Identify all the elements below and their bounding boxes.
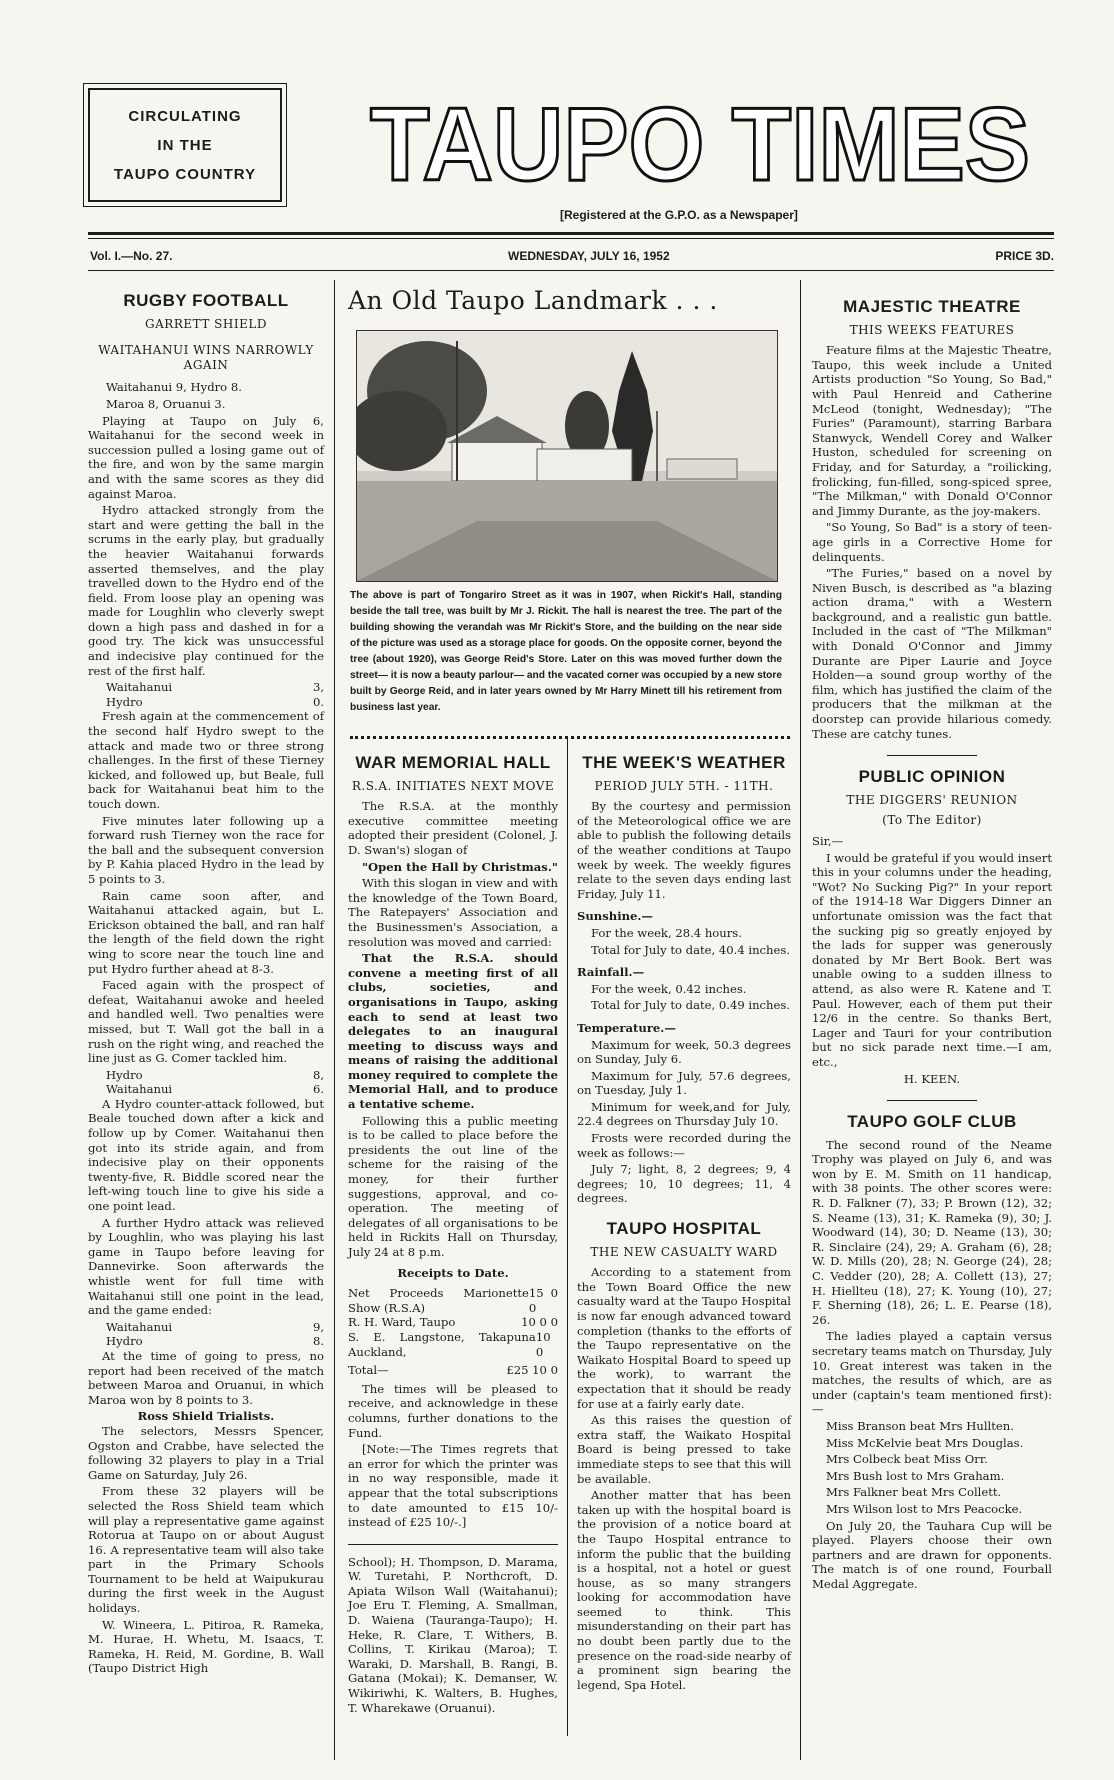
sunshine-label: Sunshine.— (577, 909, 654, 924)
volume-number: Vol. I.—No. 27. (90, 249, 173, 263)
war-memorial-article (348, 752, 558, 1717)
printer-note: [Note:—The Times regrets that an error for which the printer was in no way responsible, made it appear that the total subscriptions to date amounted to £15 10/- instead of £25 10/-.] (348, 1442, 558, 1530)
weather-stat: Total for July to date, 0.49 inches. (591, 998, 791, 1013)
weather-stat: For the week, 28.4 hours. (591, 925, 742, 940)
golf-result: Miss McKelvie beat Mrs Douglas. (826, 1435, 1024, 1450)
rugby-paragraph: Rain came soon after, and Waitahanui attacked again, but L. Erickson obtained the ball, and ran half the length of the field down the right wing to score near the touch line and put Hydro further ahead at 8-3. (88, 888, 324, 976)
golf-paragraph: On July 20, the Tauhara Cup will be played. Players choose their own partners and are drawn for opponents. The match is of one round, Fourball Medal Aggregate. (812, 1518, 1052, 1591)
circulation-line: TAUPO COUNTRY (113, 165, 257, 183)
weather-stat: Total for July to date, 40.4 inches. (591, 942, 791, 957)
temperature-label: Temperature.— (577, 1020, 676, 1035)
theatre-paragraph: "The Furies," based on a novel by Niven Busch, is described as "a blazing action drama," with a Western background, and a realistic gun battle. Included in the cast of "The Milkman" with Donald O'Connor and Jimmy Durante are Piper Laurie and Joyce Holden—a sound group worthy of the film, which has justified the claim of the producers that the milkman at the doorstep can provide hilarious comedy. These are catchy tunes. (812, 566, 1052, 741)
photo-caption: The above is part of Tongariro Street as it was in 1907, when Rickit's Hall, standing beside the tall tree, was built by Mr J. Rickit. The hall is nearest the tree. The part of the building showing the verandah was Mr Rickit's Store, and the building on the near side of the picture was used as a storage place for goods. On the opposite corner, beyond the tree (about 1920), was George Reid's Store. Later on this was moved further down the street— it is now a beauty parlour— and the vacated corner was occupied by a new store built by George Reid, and in later years owned by Mr Harry Minett till his retirement from business last year. (350, 590, 782, 713)
hospital-paragraph: According to a statement from the Town Board Office the new casualty ward at the Taupo Hospital is now far enough advanced toward completion (thanks to the efforts of the Taupo representative on the Waikato Hospital Board to speed up the work), to warrant the expectation that it should be ready for use at a fairly early date. (577, 1265, 791, 1411)
letter-signature: H. KEEN. (903, 1071, 961, 1086)
weather-subheading: PERIOD JULY 5TH. - 11TH. (594, 778, 774, 793)
score-line: Waitahanui 3, (106, 680, 324, 695)
trialists-heading: Ross Shield Trialists. (137, 1409, 275, 1424)
hospital-paragraph: Another matter that has been taken up with the hospital board is the provision of a notice board at the Taupo Hospital entrance to inform the public that the building is a hospital, not a hotel or guest house, as so many strangers looking for accommodation have seemed to think. This misunderstanding on their part has no doubt been partly due to the presence on the road-side nearby of a prominent sign bearing the legend, Spa Hotel. (577, 1488, 791, 1692)
golf-result: Mrs Wilson lost to Mrs Peacocke. (826, 1501, 1023, 1516)
golf-heading: TAUPO GOLF CLUB (847, 1112, 1017, 1132)
rugby-paragraph: Playing at Taupo on July 6, Waitahanui for the second week in succession pulled a losing game out of the fire, and won by the same margin and with the same scores as they did against Maroa. (88, 413, 324, 501)
resolution: That the R.S.A. should convene a meeting first of all clubs, societies, and organisations in Taupo, asking each to send at least two delegates to an inaugural meeting to discuss ways and means of raising the additional money required to complete the Memorial Hall, and to produce a tentative scheme. (348, 951, 558, 1112)
weather-paragraph: By the courtesy and permission of the Meteorological office we are able to publish the following details of the weather conditions at Taupo week by week. The weekly figures relate to the seven days ending last Friday, July 11. (577, 799, 791, 901)
rugby-paragraph: The selectors, Messrs Spencer, Ogston and Crabbe, have selected the following 32 players to play in a Trial Game on Saturday, July 26. (88, 1423, 324, 1482)
rugby-article (88, 290, 324, 1678)
golf-paragraph: The second round of the Neame Trophy was played on July 6, and was won by E. M. Smith on 11 handicap, with 38 points. The other scores were: R. D. Falkner (7), 33; P. Brown (12), 32; S. Neame (13), 31; K. Rameka (9), 30; J. Woodward (14), 30; D. Neame (13), 30; R. Sinclaire (24), 29; A. Graham (6), 28; W. D. Mills (20), 28; N. George (24), 28; C. Vedder (20), 28; A. Collett (13), 27; H. Hiellteu (18), 27; K. Young (10), 27; F. Sherning (18), 26; L. E. Pearse (18), 26. (812, 1137, 1052, 1327)
score-line: Waitahanui 9, (106, 1319, 324, 1334)
weather-stat: Maximum for week, 50.3 degrees on Sunday, July 6. (577, 1037, 791, 1067)
slogan: "Open the Hall by Christmas." (362, 859, 558, 874)
rugby-paragraph: Fresh again at the commencement of the second half Hydro swept to the attack and made two or three strong challenges. In the first of these Tierney kicked, and followed up, but Beale, full back for Waitahanui beat him to the touch down. (88, 709, 324, 811)
rugby-paragraph: W. Wineera, L. Pitiroa, R. Rameka, M. Hurae, H. Whetu, M. Isaacs, T. Rameka, H. Reid, M. Gordine, B. Wall (Taupo District High (88, 1617, 324, 1676)
section-rule (887, 1100, 977, 1101)
registration-note: [Registered at the G.P.O. as a Newspaper] (560, 208, 798, 222)
rugby-paragraph: Hydro attacked strongly from the start and were getting the ball in the scrums in the early play, but gradually the heavier Waitahanui forwards asserted themselves, and the play travelled down to the Hydro end of the field. From loose play an opening was made for Loughlin who cleverly swept down a high pass and dashed in for a good try. The kick was unsuccessful and indecisive play continued for the rest of the first half. (88, 503, 324, 678)
issue-date: WEDNESDAY, JULY 16, 1952 (508, 249, 670, 263)
rugby-result: Maroa 8, Oruanui 3. (106, 396, 226, 411)
section-rule (887, 755, 977, 756)
circulation-line: IN THE (157, 136, 213, 154)
score-line: Hydro 8. (106, 1334, 324, 1349)
rainfall-label: Rainfall.— (577, 965, 645, 980)
hospital-heading: TAUPO HOSPITAL (606, 1219, 762, 1239)
weather-article (577, 752, 791, 1694)
rugby-paragraph: From these 32 players will be selected the Ross Shield team which will play a representative game against Rotorua at Taupo on or about August 16. A representative team will also take part in the Primary Schools Tournament to be held at Waipukurau during the first week in the August holidays. (88, 1484, 324, 1616)
golf-result: Mrs Bush lost to Mrs Graham. (826, 1468, 1005, 1483)
hospital-paragraph: As this raises the question of extra staff, the Waikato Hospital Board is being pressed to take immediate steps to see that this will be available. (577, 1413, 791, 1486)
rugby-result: Waitahanui 9, Hydro 8. (106, 380, 242, 395)
war-memorial-heading: WAR MEMORIAL HALL (355, 753, 551, 772)
rugby-paragraph: Five minutes later following up a forward rush Tierney won the race for the ball and the subsequent conversion by P. Kahia placed Hydro in the lead by 5 points to 3. (88, 813, 324, 886)
dateline (88, 249, 1054, 265)
dateline-rule (88, 270, 1054, 271)
salutation: Sir,— (812, 834, 844, 848)
receipt-total: Total— £25 10 0 (348, 1363, 558, 1378)
score-line: Hydro 8, (106, 1067, 324, 1082)
golf-result: Mrs Colbeck beat Miss Orr. (826, 1452, 988, 1467)
circulation-line: CIRCULATING (128, 107, 242, 125)
rugby-paragraph: A Hydro counter-attack followed, but Beale touched down after a kick and follow up by Comer. Waitahanui then got into its stride again, and from indecisive play on their opponents twenty-five, R. Biddle scored near the left-wing touch line to give his side a one point lead. (88, 1096, 324, 1214)
theatre-heading: MAJESTIC THEATRE (843, 297, 1021, 316)
rugby-paragraph: At the time of going to press, no report had been received of the match between Maroa and Oruanui, in which Maroa won by 8 points to 3. (88, 1348, 324, 1407)
weather-stat: Frosts were recorded during the week as follows:— (577, 1131, 791, 1160)
masthead-logo (360, 80, 1040, 200)
rugby-paragraph: A further Hydro attack was relieved by Loughlin, who was playing his last game in Taupo before leaving for Dannevirke. Soon afterwards the whistle went for full time with Waitahanui still one point in the lead, and the game ended: (88, 1215, 324, 1318)
golf-result: Mrs Falkner beat Mrs Collett. (826, 1485, 1002, 1500)
war-memorial-subheading: R.S.A. INITIATES NEXT MOVE (351, 778, 555, 793)
theatre-subheading: THIS WEEKS FEATURES (849, 322, 1015, 337)
rugby-paragraph: Faced again with the prospect of defeat, Waitahanui awoke and heeled and handled well. Two penalties were missed, but T. Wall got the ball in a rush on the right wing, and reached the line just as G. Comer tackled him. (88, 978, 324, 1066)
war-memorial-paragraph: The R.S.A. at the monthly executive committee meeting adopted their president (Colonel, J. D. Swan's) slogan of (348, 799, 558, 857)
golf-result: Miss Branson beat Mrs Hullten. (826, 1418, 1014, 1433)
masthead-title: TAUPO TIMES (370, 87, 1030, 200)
hospital-subheading: THE NEW CASUALTY WARD (590, 1244, 778, 1259)
weather-stat: For the week, 0.42 inches. (591, 981, 747, 996)
receipt-row: S. E. Langstone, Takapuna Auckland, 10 0 (348, 1329, 551, 1359)
circulation-box (88, 88, 282, 202)
theatre-paragraph: "So Young, So Bad" is a story of teen-age girls in a Corrective Home for delinquents. (812, 520, 1052, 564)
weather-stat: Minimum for week,and for July, 22.4 degrees on Thursday July 10. (577, 1099, 791, 1129)
war-memorial-paragraph: Following this a public meeting is to be called to place before the presidents the out line of the scheme for the raising of the money, for their further suggestions, approval, and co-operation. The meeting of delegates of all organisations to be held in Rickits Hall on Thursday, July 24 at 8 p.m. (348, 1113, 558, 1259)
receipt-row: R. H. Ward, Taupo 10 0 0 (348, 1315, 558, 1330)
opinion-subheading: THE DIGGERS' REUNION (846, 792, 1018, 807)
rugby-heading: RUGBY FOOTBALL (123, 291, 289, 310)
weather-heading: THE WEEK'S WEATHER (582, 753, 786, 772)
landmark-title: An Old Taupo Landmark . . . (348, 286, 718, 315)
trialists-continued: School); H. Thompson, D. Marama, W. Turetahi, P. Northcroft, D. Apiata Wilson Wall (Waitahanui); Joe Eru T. Fleming, A. Smallman, D. Waiena (Tauranga-Taupo); H. Heke, R. Clare, T. Withers, B. Collins, T. Kirikau (Maroa); T. Waraki, D. Marshall, B. Rangi, B. Gatana (Mokai); K. Demanser, W. Wikiriwhi, K. Walters, B. Hughes, T. Wharekawe (Oruanui). (348, 1554, 558, 1715)
receipt-row: Net Proceeds Marionette Show (R.S.A) 15 0 0 (348, 1286, 558, 1315)
masthead-rule (88, 232, 1054, 235)
score-line: Hydro 0. (106, 694, 324, 709)
weather-stat: Maximum for July, 57.6 degrees, on Tuesday, July 1. (577, 1068, 791, 1098)
column-divider (334, 280, 335, 1760)
column-divider (567, 736, 568, 1736)
theatre-paragraph: Feature films at the Majestic Theatre, Taupo, this week include a United Artists production "So Young, So Bad," with Paul Henreid and Catherine McLeod (tonight, Wednesday); "The Furies" (Paramount), starring Barbara Stanwyck, Wendell Corey and Walker Huston, scheduled for screening on Friday, and for Saturday, a "roilicking, frolicking, fun-filled, song-spiced spree, "The Milkman," with Donald O'Connor and Jimmy Durante, as the joy-makers. (812, 343, 1052, 518)
separator-dotted (350, 736, 790, 739)
score-line: Waitahanui 6. (106, 1082, 324, 1097)
column-divider (800, 280, 801, 1760)
to-editor: (To The Editor) (882, 813, 982, 828)
receipts-heading: Receipts to Date. (397, 1265, 509, 1280)
rugby-headline: WAITAHANUI WINS NARROWLY AGAIN (98, 343, 314, 372)
rugby-subheading: GARRETT SHIELD (145, 316, 267, 331)
opinion-paragraph: I would be grateful if you would insert this in your columns under the heading, "Wot? No Sucking Pig?" In your report of the 1914-18 War Diggers Dinner an unfortunate omission was the fact that the sucking pig so greatly enjoyed by the lads for supper was generously donated by Mr Bert Book. Bert was unable owing to a sudden illness to attend, as also were R. Katene and T. Paul. However, each of them put their 12/6 in the centre. So thanks Bert, Lager and Tauri for your contribution but no sick parade next time.—I am, etc., (812, 850, 1052, 1069)
price: PRICE 3D. (995, 249, 1054, 263)
opinion-heading: PUBLIC OPINION (858, 767, 1006, 787)
weather-stat: July 7; light, 8, 2 degrees; 9, 4 degrees; 10, 10 degrees; 11, 4 degrees. (577, 1162, 791, 1206)
war-memorial-paragraph: With this slogan in view and with the knowledge of the Town Board, The Ratepayers' Association and the Businessmen's Association, a resolution was moved and carried: (348, 876, 558, 949)
landmark-photo (356, 330, 778, 582)
golf-paragraph: The ladies played a captain versus secretary teams match on Thursday, July 10. Great interest was taken in the matches, the results of which, are as under (captain's team mentioned first):— (812, 1329, 1052, 1417)
war-memorial-paragraph: The times will be pleased to receive, and acknowledge in these columns, further donations to the Fund. (348, 1381, 558, 1440)
right-column (812, 296, 1052, 1594)
masthead-rule-thin (88, 238, 1054, 239)
